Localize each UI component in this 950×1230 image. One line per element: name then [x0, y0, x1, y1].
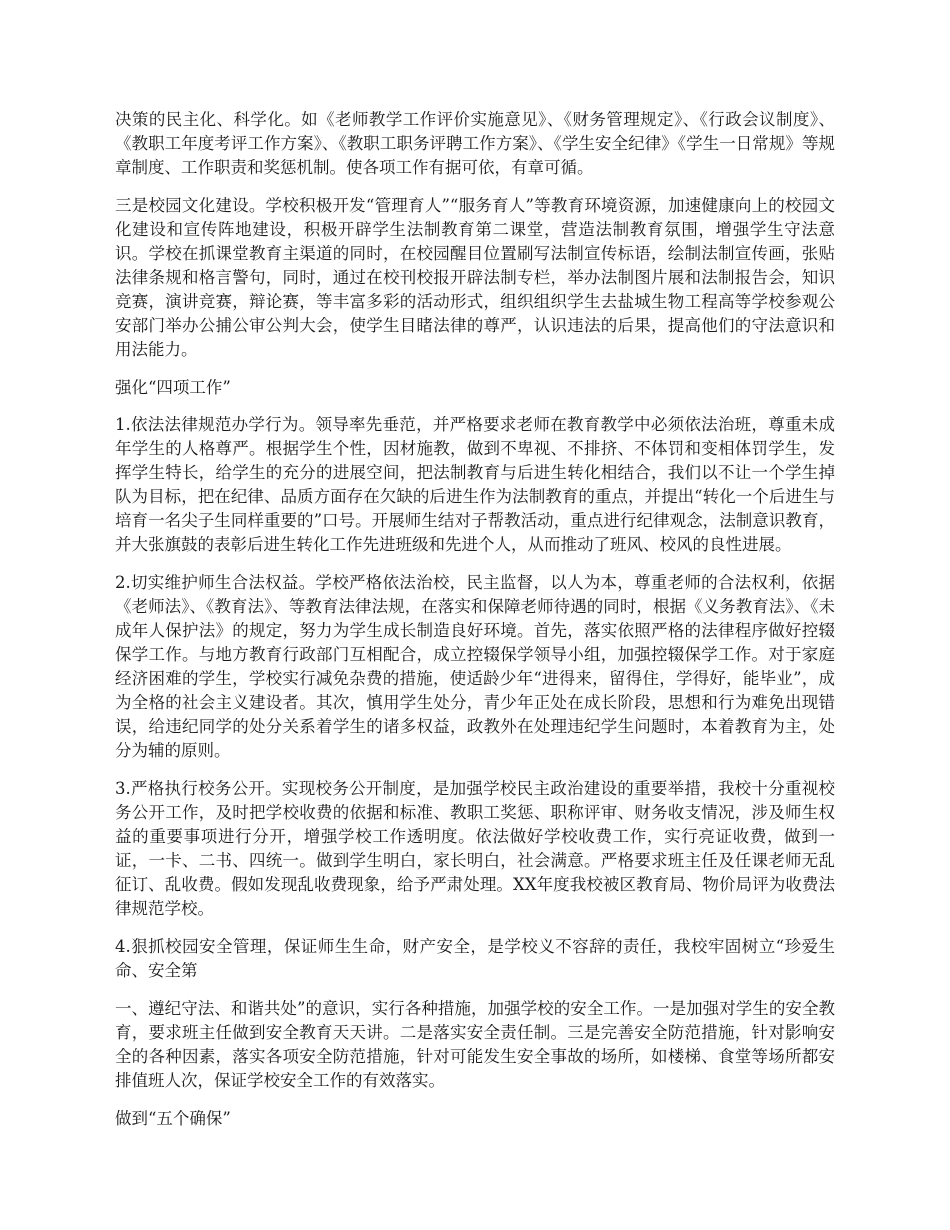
paragraph-item-4: 4.狠抓校园安全管理，保证师生生命，财产安全，是学校义不容辞的责任，我校牢固树立“珍爱生命、安全第 — [115, 937, 835, 980]
paragraph-item-2: 2.切实维护师生合法权益。学校严格依法治校，民主监督，以人为本，尊重老师的合法权利，依据《老师法》、《教育法》、等教育法律法规，在落实和保障老师待遇的同时，根据《义务教育法》、《未成年人保护法》的规定，努力为学生成长制造良好环境。首先，落实依照严格的法律程序做好控辍保学工作。与地方教育行政部门互相配合，成立控辍保学领导小组，加强控辍保学工作。对于家庭经济困难的学生，学校实行减免杂费的措施，使适龄少年“进得来，留得住，学得好，能毕业”，成为全格的社会主义建设者。其次，慎用学生处分，青少年正处在成长阶段，思想和行为难免出现错误，给违纪同学的处分关系着学生的诸多权益，政教外在处理违纪学生问题时，本着教育为主，处分为辅的原则。 — [115, 573, 835, 760]
paragraph-item-3: 3.严格执行校务公开。实现校务公开制度，是加强学校民主政治建设的重要举措，我校十分重视校务公开工作，及时把学校收费的依据和标准、教职工奖惩、职称评审、财务收支情况，涉及师生权益的重要事项进行分开，增强学校工作透明度。依法做好学校收费工作，实行亮证收费，做到一证，一卡、二书、四统一。做到学生明白，家长明白，社会满意。严格要求班主任及任课老师无乱征订、乱收费。假如发现乱收费现象，给予严肃处理。XX年度我校被区教育局、物价局评为收费法律规范学校。 — [115, 779, 835, 918]
heading-four-tasks: 强化“四项工作” — [115, 378, 231, 397]
paragraph-item-1: 1.依法法律规范办学行为。领导率先垂范，并严格要求老师在教育教学中必须依法治班，尊重未成年学生的人格尊严。根据学生个性，因材施教，做到不卑视、不排挤、不体罚和变相体罚学生，发挥学生特长，给学生的充分的进展空间，把法制教育与后进生转化相结合，我们以不让一个学生掉队为目标，把在纪律、品质方面存在欠缺的后进生作为法制教育的重点，并提出“转化一个后进生与培育一名尖子生同样重要的”口号。开展师生结对子帮教活动，重点进行纪律观念，法制意识教育，并大张旗鼓的表彰后进生转化工作先进班级和先进个人，从而推动了班风、校风的良性进展。 — [115, 415, 835, 554]
heading-five-ensures: 做到“五个确保” — [115, 1109, 231, 1128]
paragraph-safety: 一、遵纪守法、和谐共处”的意识，实行各种措施，加强学校的安全工作。一是加强对学生的安全教育，要求班主任做到安全教育天天讲。二是落实安全责任制。三是完善安全防范措施，针对影响安全的各种因素，落实各项安全防范措施，针对可能发生安全事故的场所，如楼梯、食堂等场所都安排值班人次，保证学校安全工作的有效落实。 — [115, 999, 835, 1090]
paragraph-regulations: 决策的民主化、科学化。如《老师教学工作评价实施意见》、《财务管理规定》、《行政会议制度》、《教职工年度考评工作方案》、《教职工职务评聘工作方案》、《学生安全纪律》《学生一日常规》等规章制度、工作职责和奖惩机制。使各项工作有据可依，有章可循。 — [115, 110, 835, 177]
paragraph-campus-culture: 三是校园文化建设。学校积极开发“管理育人”“服务育人”等教育环境资源，加速健康向上的校园文化建设和宣传阵地建设，积极开辟学生法制教育第二课堂，营造法制教育氛围，增强学生守法意识。学校在抓课堂教育主渠道的同时，在校园醒目位置刷写法制宣传标语，绘制法制宣传画，张贴法律条规和格言警句，同时，通过在校刊校报开辟法制专栏，举办法制图片展和法制报告会，知识竞赛，演讲竞赛，辩论赛，等丰富多彩的活动形式，组织组织学生去盐城生物工程高等学校参观公安部门举办公捕公审公判大会，使学生目睹法律的尊严，认识违法的后果，提高他们的守法意识和用法能力。 — [115, 196, 835, 359]
